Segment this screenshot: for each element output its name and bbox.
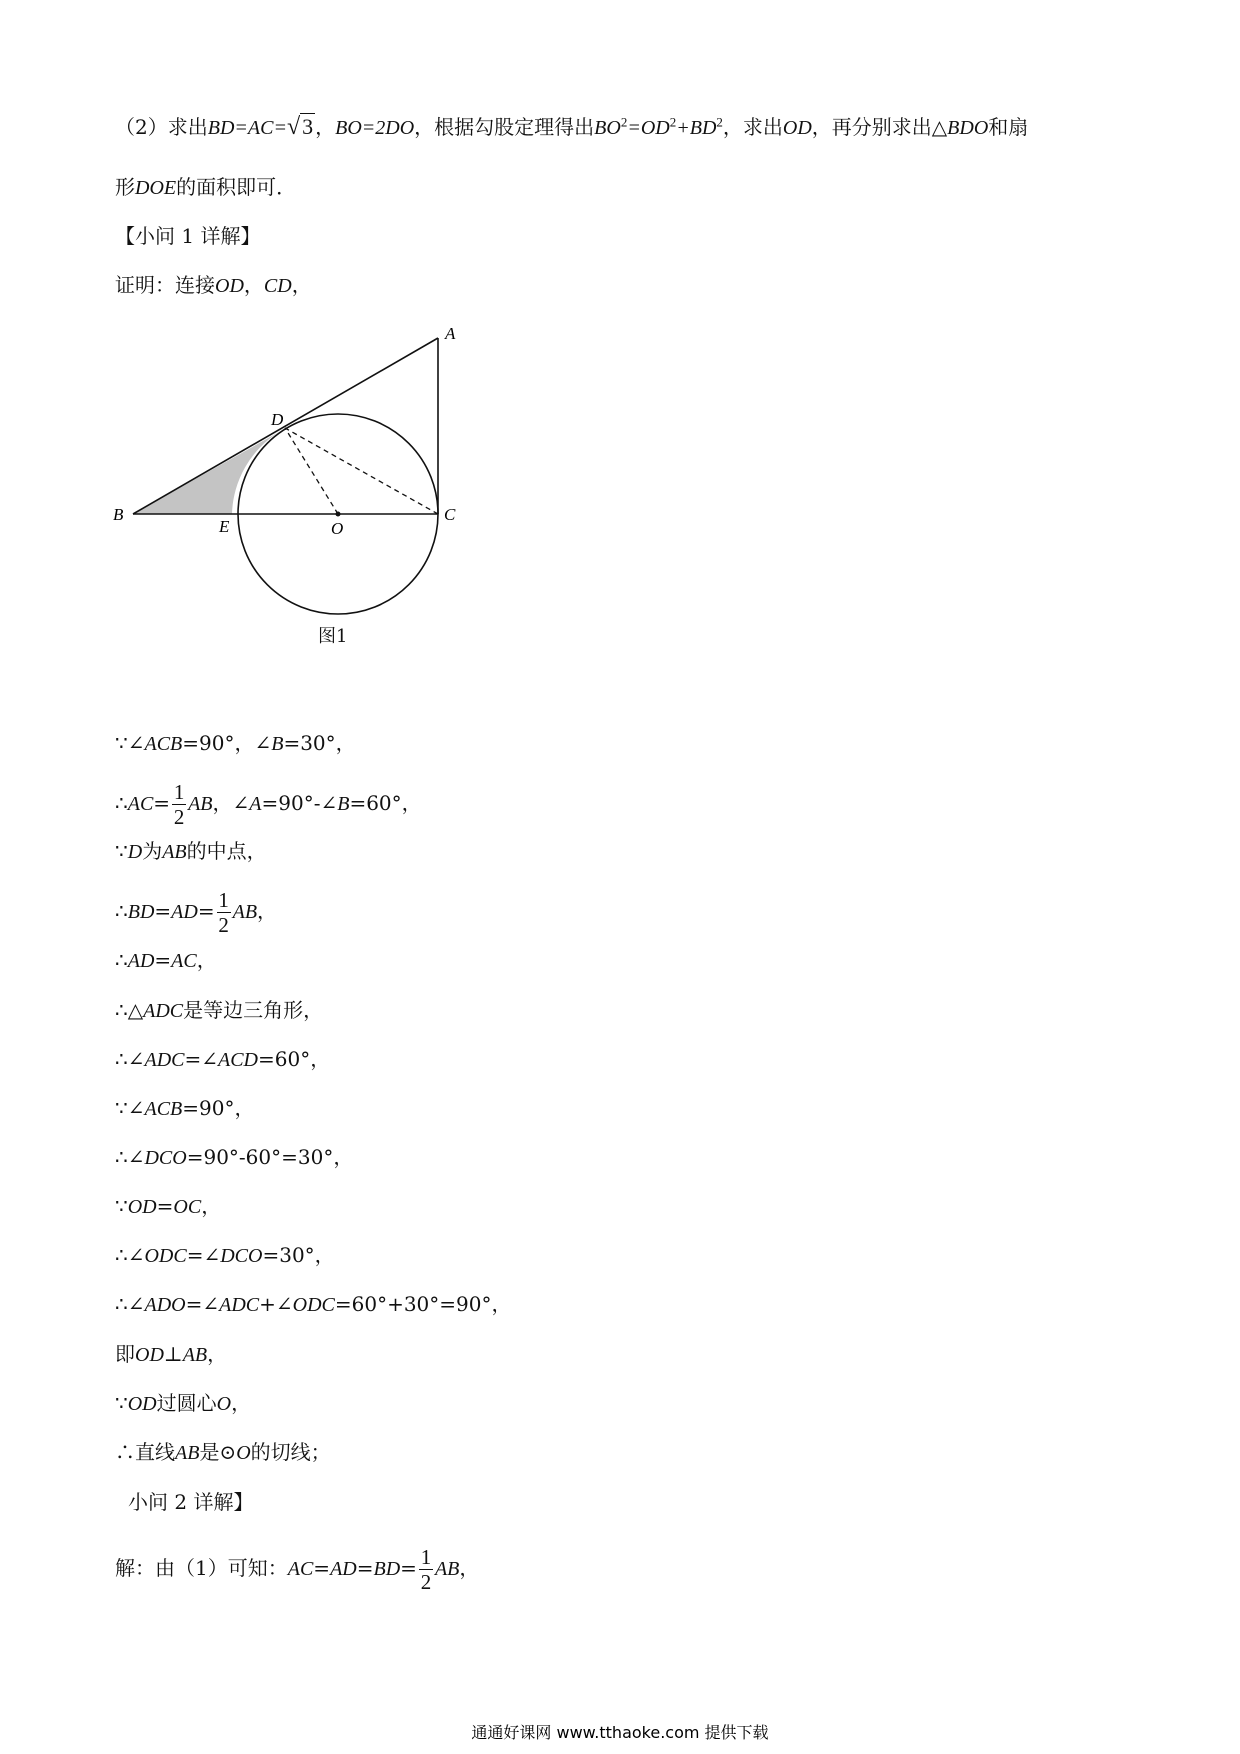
- hint-line-1: （2）求出BD=AC=√3 ，BO=2DO，根据勾股定理得出$BO^2=OD^2+BD^2$，求出OD，再分别求出△BDO和扇: [115, 114, 1029, 140]
- solution-2-line: 解：由（1）可知：AC=AD=BD= $\frac{1}{2}$ AB，: [115, 1545, 480, 1594]
- fraction-half: $\frac{1}{2}$: [420, 1545, 432, 1594]
- label-c: C: [444, 505, 456, 524]
- label-o: O: [331, 519, 344, 538]
- proof-step-3: ∵D为AB的中点，: [115, 839, 267, 863]
- segment-ab: [133, 338, 438, 514]
- proof-step-7: ∴∠ADC=∠ACD=60°，: [115, 1047, 331, 1071]
- proof-step-11: ∴∠ODC=∠DCO=30°，: [115, 1243, 335, 1267]
- page-footer: 通通好课网 www.tthaoke.com 提供下载: [471, 1723, 769, 1742]
- proof-step-13: 即OD⊥AB，: [115, 1342, 228, 1366]
- proof-step-2: ∴AC= $\frac{1}{2}$ AB，∠A=90°-∠B=60°，: [115, 780, 422, 829]
- label-a: A: [445, 324, 456, 343]
- fraction-half: $\frac{1}{2}$: [173, 780, 185, 829]
- proof-step-8: ∵∠ACB=90°，: [115, 1096, 255, 1120]
- section-1-title: 【小问 1 详解】: [115, 224, 261, 248]
- sqrt-sign: √: [286, 114, 301, 140]
- point-o: [336, 512, 341, 517]
- proof-step-12: ∴∠ADO=∠ADC+∠ODC=60°+30°=90°，: [115, 1292, 512, 1316]
- proof-intro: 证明：连接OD，CD，: [115, 273, 312, 297]
- label-e: E: [219, 517, 230, 536]
- proof-step-15: ∴直线AB是⊙O的切线；: [115, 1440, 331, 1464]
- figure-caption: 图1: [318, 626, 348, 647]
- geometry-figure-1: [105, 315, 465, 635]
- proof-step-5: ∴AD=AC，: [115, 948, 217, 972]
- proof-step-14: ∵OD过圆心O，: [115, 1391, 252, 1415]
- proof-step-9: ∴∠DCO=90°-60°=30°，: [115, 1145, 354, 1169]
- proof-step-6: ∴△ADC是等边三角形，: [115, 998, 324, 1022]
- section-2-title: 小问 2 详解】: [128, 1490, 254, 1514]
- proof-step-1: ∵∠ACB=90°，∠B=30°，: [115, 731, 356, 755]
- label-d: D: [271, 410, 284, 429]
- segment-cd: [285, 428, 438, 514]
- hint-line-2: 形DOE的面积即可．: [115, 175, 297, 199]
- proof-step-4: ∴BD=AD= $\frac{1}{2}$ AB，: [115, 888, 278, 937]
- label-b: B: [113, 505, 124, 524]
- segment-od: [285, 428, 338, 514]
- proof-step-10: ∵OD=OC，: [115, 1194, 222, 1218]
- fraction-half: $\frac{1}{2}$: [218, 888, 229, 937]
